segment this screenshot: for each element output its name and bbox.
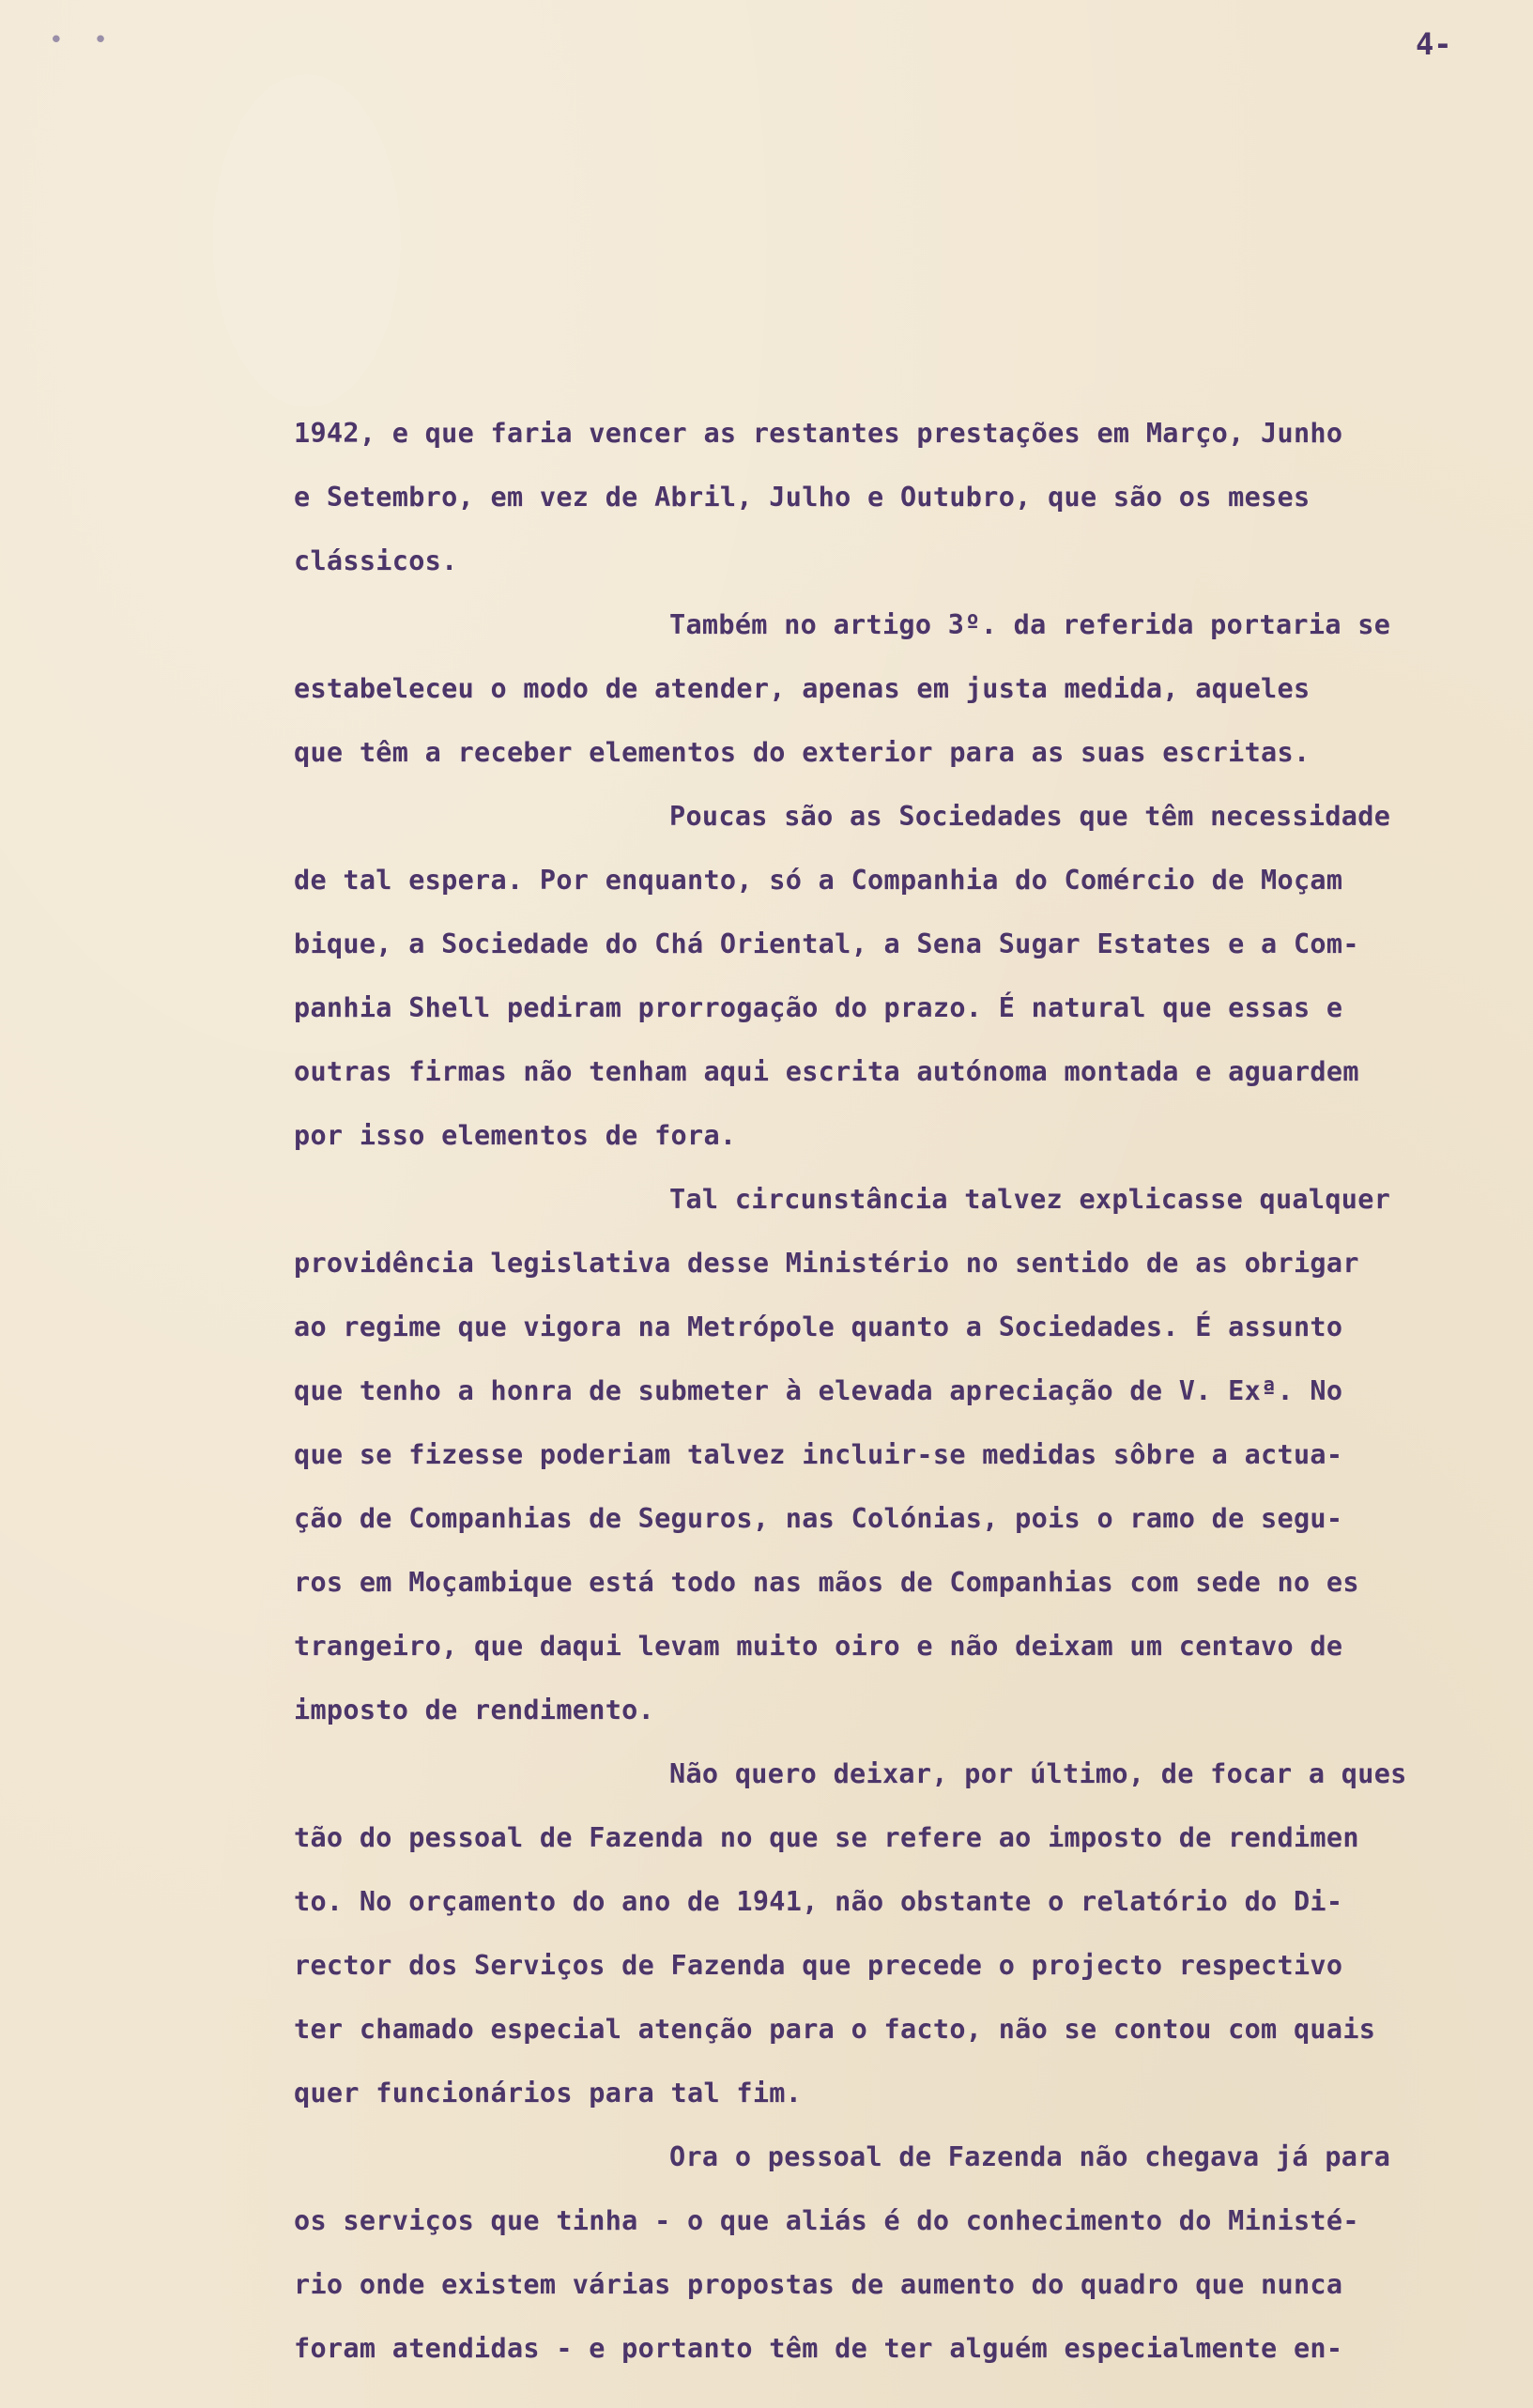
text-line: providência legislativa desse Ministério no sentido de as obrigar [294, 1248, 1359, 1279]
text-line: e Setembro, em vez de Abril, Julho e Outubro, que são os meses [294, 482, 1311, 513]
text-line: clássicos. [294, 545, 458, 576]
text-line: por isso elementos de fora. [294, 1120, 737, 1151]
text-line: que têm a receber elementos do exterior para as suas escritas. [294, 737, 1311, 768]
text-line: trangeiro, que daqui levam muito oiro e não deixam um centavo de [294, 1631, 1343, 1662]
text-line: quer funcionários para tal fim. [294, 2078, 803, 2109]
page-number: 4- [1416, 26, 1452, 62]
text-line: os serviços que tinha - o que aliás é do conhecimento do Ministé- [294, 2205, 1359, 2236]
text-line: Tal circunstância talvez explicasse qualquer [669, 1184, 1391, 1215]
text-line: imposto de rendimento. [294, 1695, 655, 1725]
text-line: outras firmas não tenham aqui escrita autónoma montada e aguardem [294, 1056, 1359, 1087]
text-line: rio onde existem várias propostas de aumento do quadro que nunca [294, 2269, 1343, 2300]
text-line: Também no artigo 3º. da referida portaria se [669, 609, 1391, 640]
text-line: ao regime que vigora na Metrópole quanto a Sociedades. É assunto [294, 1311, 1343, 1342]
text-line: de tal espera. Por enquanto, só a Companhia do Comércio de Moçam [294, 865, 1343, 896]
page-corner-marks: • • [49, 26, 115, 54]
body-text [294, 402, 1514, 2381]
text-line: Ora o pessoal de Fazenda não chegava já para [669, 2141, 1391, 2172]
text-line: to. No orçamento do ano de 1941, não obstante o relatório do Di- [294, 1886, 1343, 1917]
text-line: foram atendidas - e portanto têm de ter alguém especialmente en- [294, 2333, 1343, 2364]
text-line: que tenho a honra de submeter à elevada apreciação de V. Exª. No [294, 1375, 1343, 1406]
text-line: tão do pessoal de Fazenda no que se refere ao imposto de rendimen [294, 1822, 1359, 1853]
text-line: rector dos Serviços de Fazenda que precede o projecto respectivo [294, 1950, 1343, 1981]
text-line: panhia Shell pediram prorrogação do prazo. É natural que essas e [294, 992, 1343, 1023]
text-line: ção de Companhias de Seguros, nas Colónias, pois o ramo de segu- [294, 1503, 1343, 1534]
text-line: ros em Moçambique está todo nas mãos de Companhias com sede no es [294, 1567, 1359, 1598]
text-line: 1942, e que faria vencer as restantes prestações em Março, Junho [294, 418, 1343, 449]
text-line: estabeleceu o modo de atender, apenas em justa medida, aqueles [294, 673, 1311, 704]
text-line: Não quero deixar, por último, de focar a ques [669, 1758, 1407, 1789]
text-line: ter chamado especial atenção para o facto, não se contou com quais [294, 2014, 1376, 2045]
text-line: Poucas são as Sociedades que têm necessidade [669, 801, 1391, 832]
text-line: bique, a Sociedade do Chá Oriental, a Sena Sugar Estates e a Com- [294, 928, 1359, 959]
text-line: que se fizesse poderiam talvez incluir-se medidas sôbre a actua- [294, 1439, 1343, 1470]
